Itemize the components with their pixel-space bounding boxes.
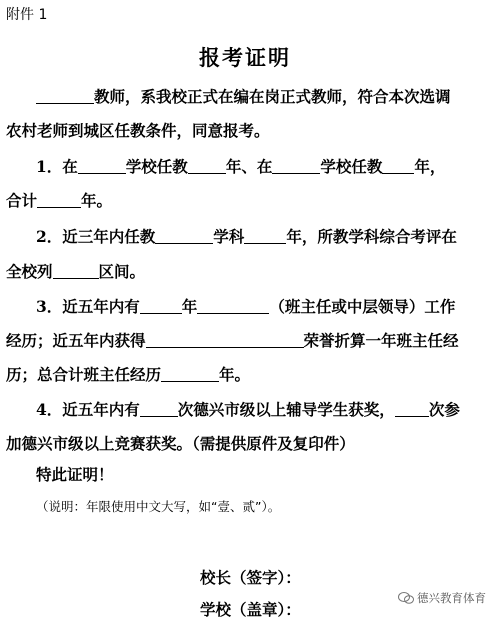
blank (188, 157, 226, 174)
item1-b: 学校任教 (125, 157, 188, 176)
blank (140, 400, 178, 417)
para1-text: 教师，系我校正式在编在岗正式教师，符合本次选调 (94, 87, 451, 106)
item1-line1 (36, 157, 445, 177)
item4-line1 (36, 400, 460, 420)
document-title: 报考证明 (199, 45, 291, 70)
item1-a: 1．在 (36, 157, 78, 176)
item1-line2 (6, 191, 112, 211)
item1-g: 年。 (81, 191, 113, 210)
item4-b: 次德兴市级以上辅导学生获奖， (177, 400, 395, 419)
attachment-label: 附件 1 (6, 7, 48, 23)
item3-a: 3．近五年内有 (36, 297, 140, 316)
blank (53, 262, 99, 279)
item3-f: 历；总合计班主任经历 (6, 365, 162, 384)
blank (146, 331, 304, 348)
item4-line2: 加德兴市级以上竞赛获奖。（需提供原件及复印件） (6, 434, 355, 453)
item3-line3 (6, 365, 250, 385)
hereby-certify: 特此证明！ (36, 465, 114, 484)
blank (140, 297, 182, 314)
item1-c: 年、在 (225, 157, 273, 176)
blank (272, 157, 320, 174)
principal-signature-label: 校长（签字）： (200, 568, 301, 587)
wechat-icon (398, 592, 414, 604)
item2-line2 (6, 262, 145, 282)
blank (37, 191, 81, 208)
item2-c: 年，所教学科综合考评在 (286, 227, 457, 246)
item3-line1 (36, 297, 455, 317)
item2-e: 区间。 (98, 262, 146, 281)
school-seal-label: 学校（盖章）： (200, 600, 301, 619)
item2-line1 (36, 227, 457, 247)
watermark-text: 德兴教育体育 (417, 591, 486, 605)
item3-b: 年 (181, 297, 198, 316)
blank (395, 400, 429, 417)
item3-e: 荣誉折算一年班主任经 (303, 331, 459, 350)
blank (197, 297, 269, 314)
watermark (398, 590, 486, 606)
blank (155, 227, 213, 244)
item2-a: 2．近三年内任教 (36, 227, 156, 246)
item4-a: 4．近五年内有 (36, 400, 140, 419)
item1-d: 学校任教 (320, 157, 383, 176)
item2-b: 学科 (213, 227, 245, 246)
para1-line2: 农村老师到城区任教条件，同意报考。 (6, 121, 270, 140)
para1-line1 (36, 87, 451, 107)
blank (161, 365, 219, 382)
item3-g: 年。 (219, 365, 251, 384)
note-text: （说明：年限使用中文大写，如“壹、贰”）。 (36, 499, 281, 514)
item1-f: 合计 (6, 191, 38, 210)
item2-d: 全校列 (6, 262, 53, 281)
item1-e: 年， (414, 157, 446, 176)
blank (382, 157, 414, 174)
item4-c: 次参 (428, 400, 460, 419)
item3-line2 (6, 331, 459, 351)
item3-d: 经历；近五年内获得 (6, 331, 146, 350)
item3-c: （班主任或中层领导）工作 (269, 297, 456, 316)
blank (78, 157, 126, 174)
blank (244, 227, 286, 244)
teacher-name-blank (36, 87, 94, 104)
